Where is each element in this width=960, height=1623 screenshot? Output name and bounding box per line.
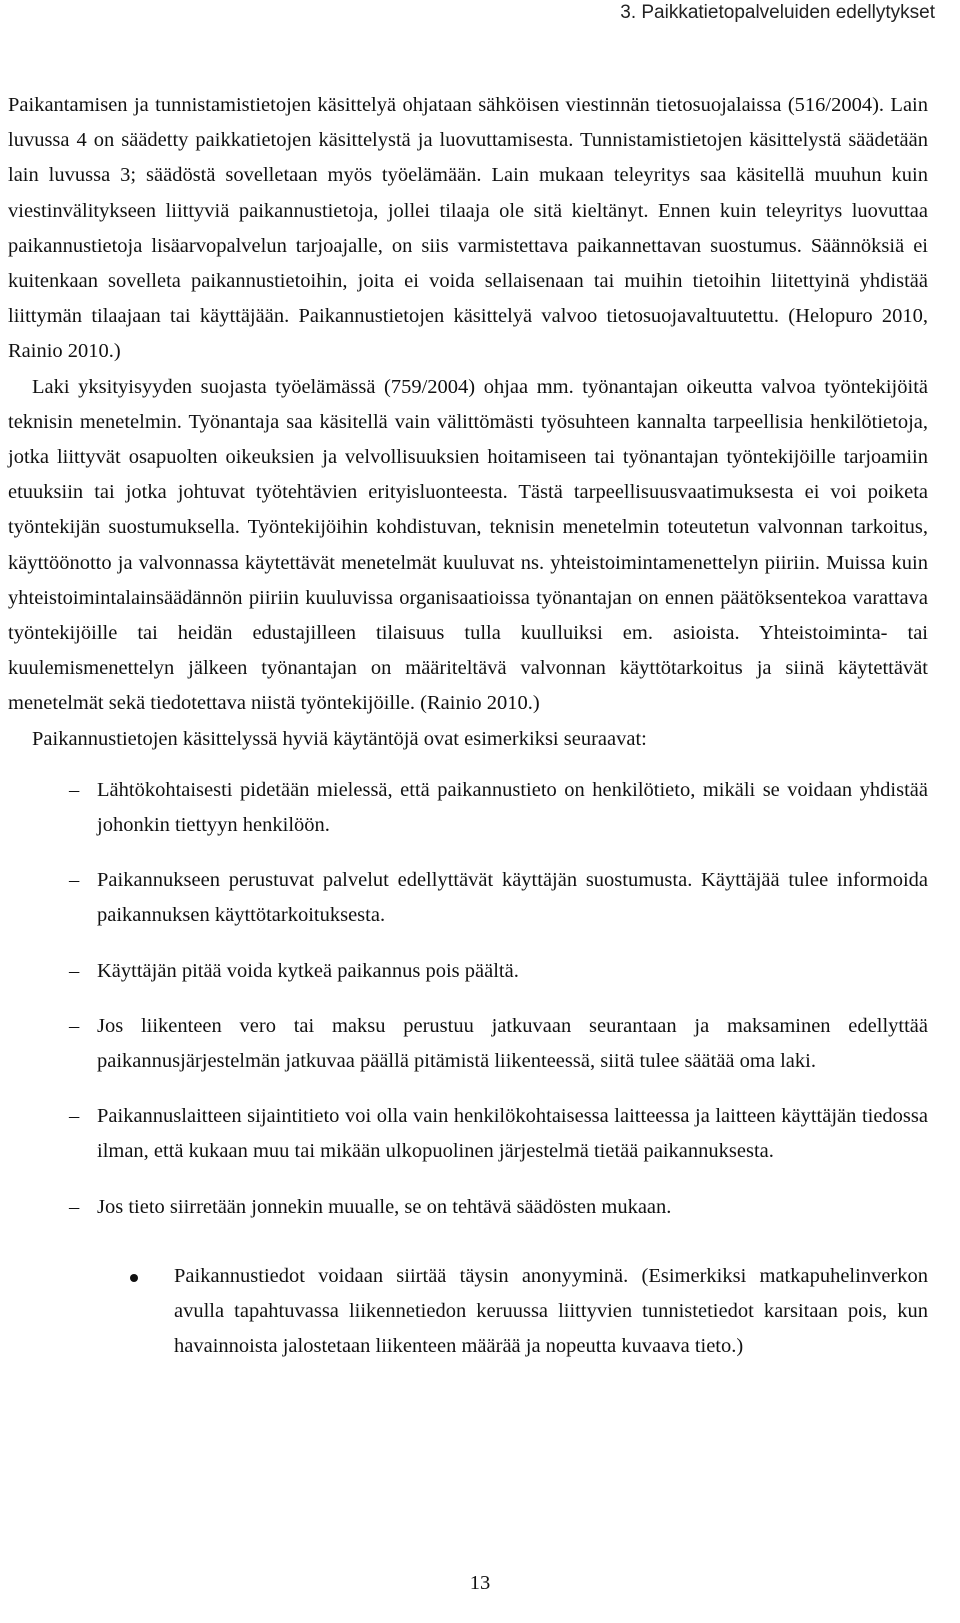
dash-marker: – [69, 869, 80, 892]
list-item [8, 954, 928, 989]
list-item-text: Paikannuslaitteen sijaintitieto voi olla vain henkilökohtaisessa laitteessa ja laitteen käyttäjän tiedossa ilman, että kukaan muu tai mikään ulkopuolinen järjestelmä tietää paikannuksesta. [97, 1105, 928, 1163]
paragraph-location-data-law: Paikantamisen ja tunnistamistietojen käsittelyä ohjataan sähköisen viestinnän tietosuojalaissa (516/2004). Lain luvussa 4 on säädetty paikkatietojen käsittelystä ja luovuttamisesta. Tunnistamistietojen käsittelystä säädetään lain luvussa 3; säädöstä sovelletaan myös työelämään. Lain mukaan teleyritys saa käsitellä muuhun kuin viestinvälitykseen liittyviä paikannustietoja, jollei tilaaja ole sitä kieltänyt. Ennen kuin teleyritys luovuttaa paikannustietoja lisäarvopalvelun tarjoajalle, on siis varmistettava paikannettavan suostumus. Säännöksiä ei kuitenkaan sovelleta paikannustietoihin, joita ei voida sellaisenaan tai muihin tietoihin liitettyinä yhdistää liittymän tilaajaan tai käyttäjään. Paikannustietojen käsittelyä valvoo tietosuojavaltuutettu. (Helopuro 2010, Rainio 2010.) [8, 94, 928, 363]
paragraph-good-practices-intro: Paikannustietojen käsittelyssä hyviä käytäntöjä ovat esimerkiksi seuraavat: [32, 727, 647, 750]
dash-marker: – [69, 1105, 80, 1128]
list-item-text: Jos tieto siirretään jonnekin muualle, se on tehtävä säädösten mukaan. [97, 1195, 672, 1218]
list-item-text: Paikannustiedot voidaan siirtää täysin anonyyminä. (Esimerkiksi matkapuhelinverkon avulla tapahtuvassa liikennetiedon keruussa liittyvien tunnistetiedot karsitaan pois, kun havainnoista jalostetaan liikenteen määrää ja nopeutta kuvaava tieto.) [174, 1264, 928, 1358]
page-body [8, 88, 928, 1365]
list-item-text: Paikannukseen perustuvat palvelut edellyttävät käyttäjän suostumusta. Käyttäjää tulee informoida paikannuksen käyttötarkoituksesta. [97, 869, 928, 927]
dash-marker: – [69, 1195, 80, 1218]
paragraph-workplace-privacy-law: Laki yksityisyyden suojasta työelämässä (759/2004) ohjaa mm. työnantajan oikeutta valvoa työntekijöitä teknisin menetelmin. Työnantaja saa käsitellä vain välittömästi työsuhteen kannalta tarpeellisia henkilötietoja, jotka liittyvät osapuolten oikeuksien ja velvollisuuksien hoitamiseen tai työnantajan työntekijöille tarjoamiin etuuksiin tai jotka johtuvat työtehtävien erityisluonteesta. Tästä tarpeellisuusvaatimuksesta ei voi poiketa työntekijän suostumuksella. Työntekijöihin kohdistuvan, teknisin menetelmin toteutetun valvonnan tarkoitus, käyttöönotto ja valvonnassa käytettävät menetelmät kuuluvat ns. yhteistoimintamenettelyn piiriin. Muissa kuin yhteistoimintalainsäädännön piiriin kuuluvissa organisaatioissa työnantajan on ennen päätöksentekoa varattava työntekijöille tai heidän edustajilleen tilaisuus tulla kuulluiksi em. asioista. Yhteistoiminta- tai kuulemismenettelyn jälkeen työnantajan on määriteltävä valvonnan käyttötarkoitus ja siinä käytettävät menetelmät sekä tiedotettava niistä työntekijöille. (Rainio 2010.) [8, 375, 928, 715]
list-item [8, 1259, 928, 1365]
list-item [8, 1190, 928, 1225]
list-item [8, 1009, 928, 1079]
bullet-icon [130, 1274, 138, 1282]
anonymization-list [8, 1259, 928, 1365]
running-header: 3. Paikkatietopalveluiden edellytykset [620, 2, 935, 23]
list-item-text: Jos liikenteen vero tai maksu perustuu jatkuvaan seurantaan ja maksaminen edellyttää paikannusjärjestelmän jatkuvaa päällä pitämistä liikenteessä, siitä tulee säätää oma laki. [97, 1014, 928, 1073]
list-item-text: Käyttäjän pitää voida kytkeä paikannus pois päältä. [97, 959, 519, 982]
list-item-text: Lähtökohtaisesti pidetään mielessä, että paikannustieto on henkilötieto, mikäli se voidaan yhdistää johonkin tiettyyn henkilöön. [97, 778, 928, 837]
good-practices-list [8, 773, 928, 1225]
dash-marker: – [69, 778, 80, 801]
dash-marker: – [69, 959, 80, 982]
list-item [8, 1099, 928, 1169]
dash-marker: – [69, 1014, 80, 1037]
list-item [8, 773, 928, 843]
list-item [8, 863, 928, 933]
page-number: 13 [469, 1572, 491, 1594]
